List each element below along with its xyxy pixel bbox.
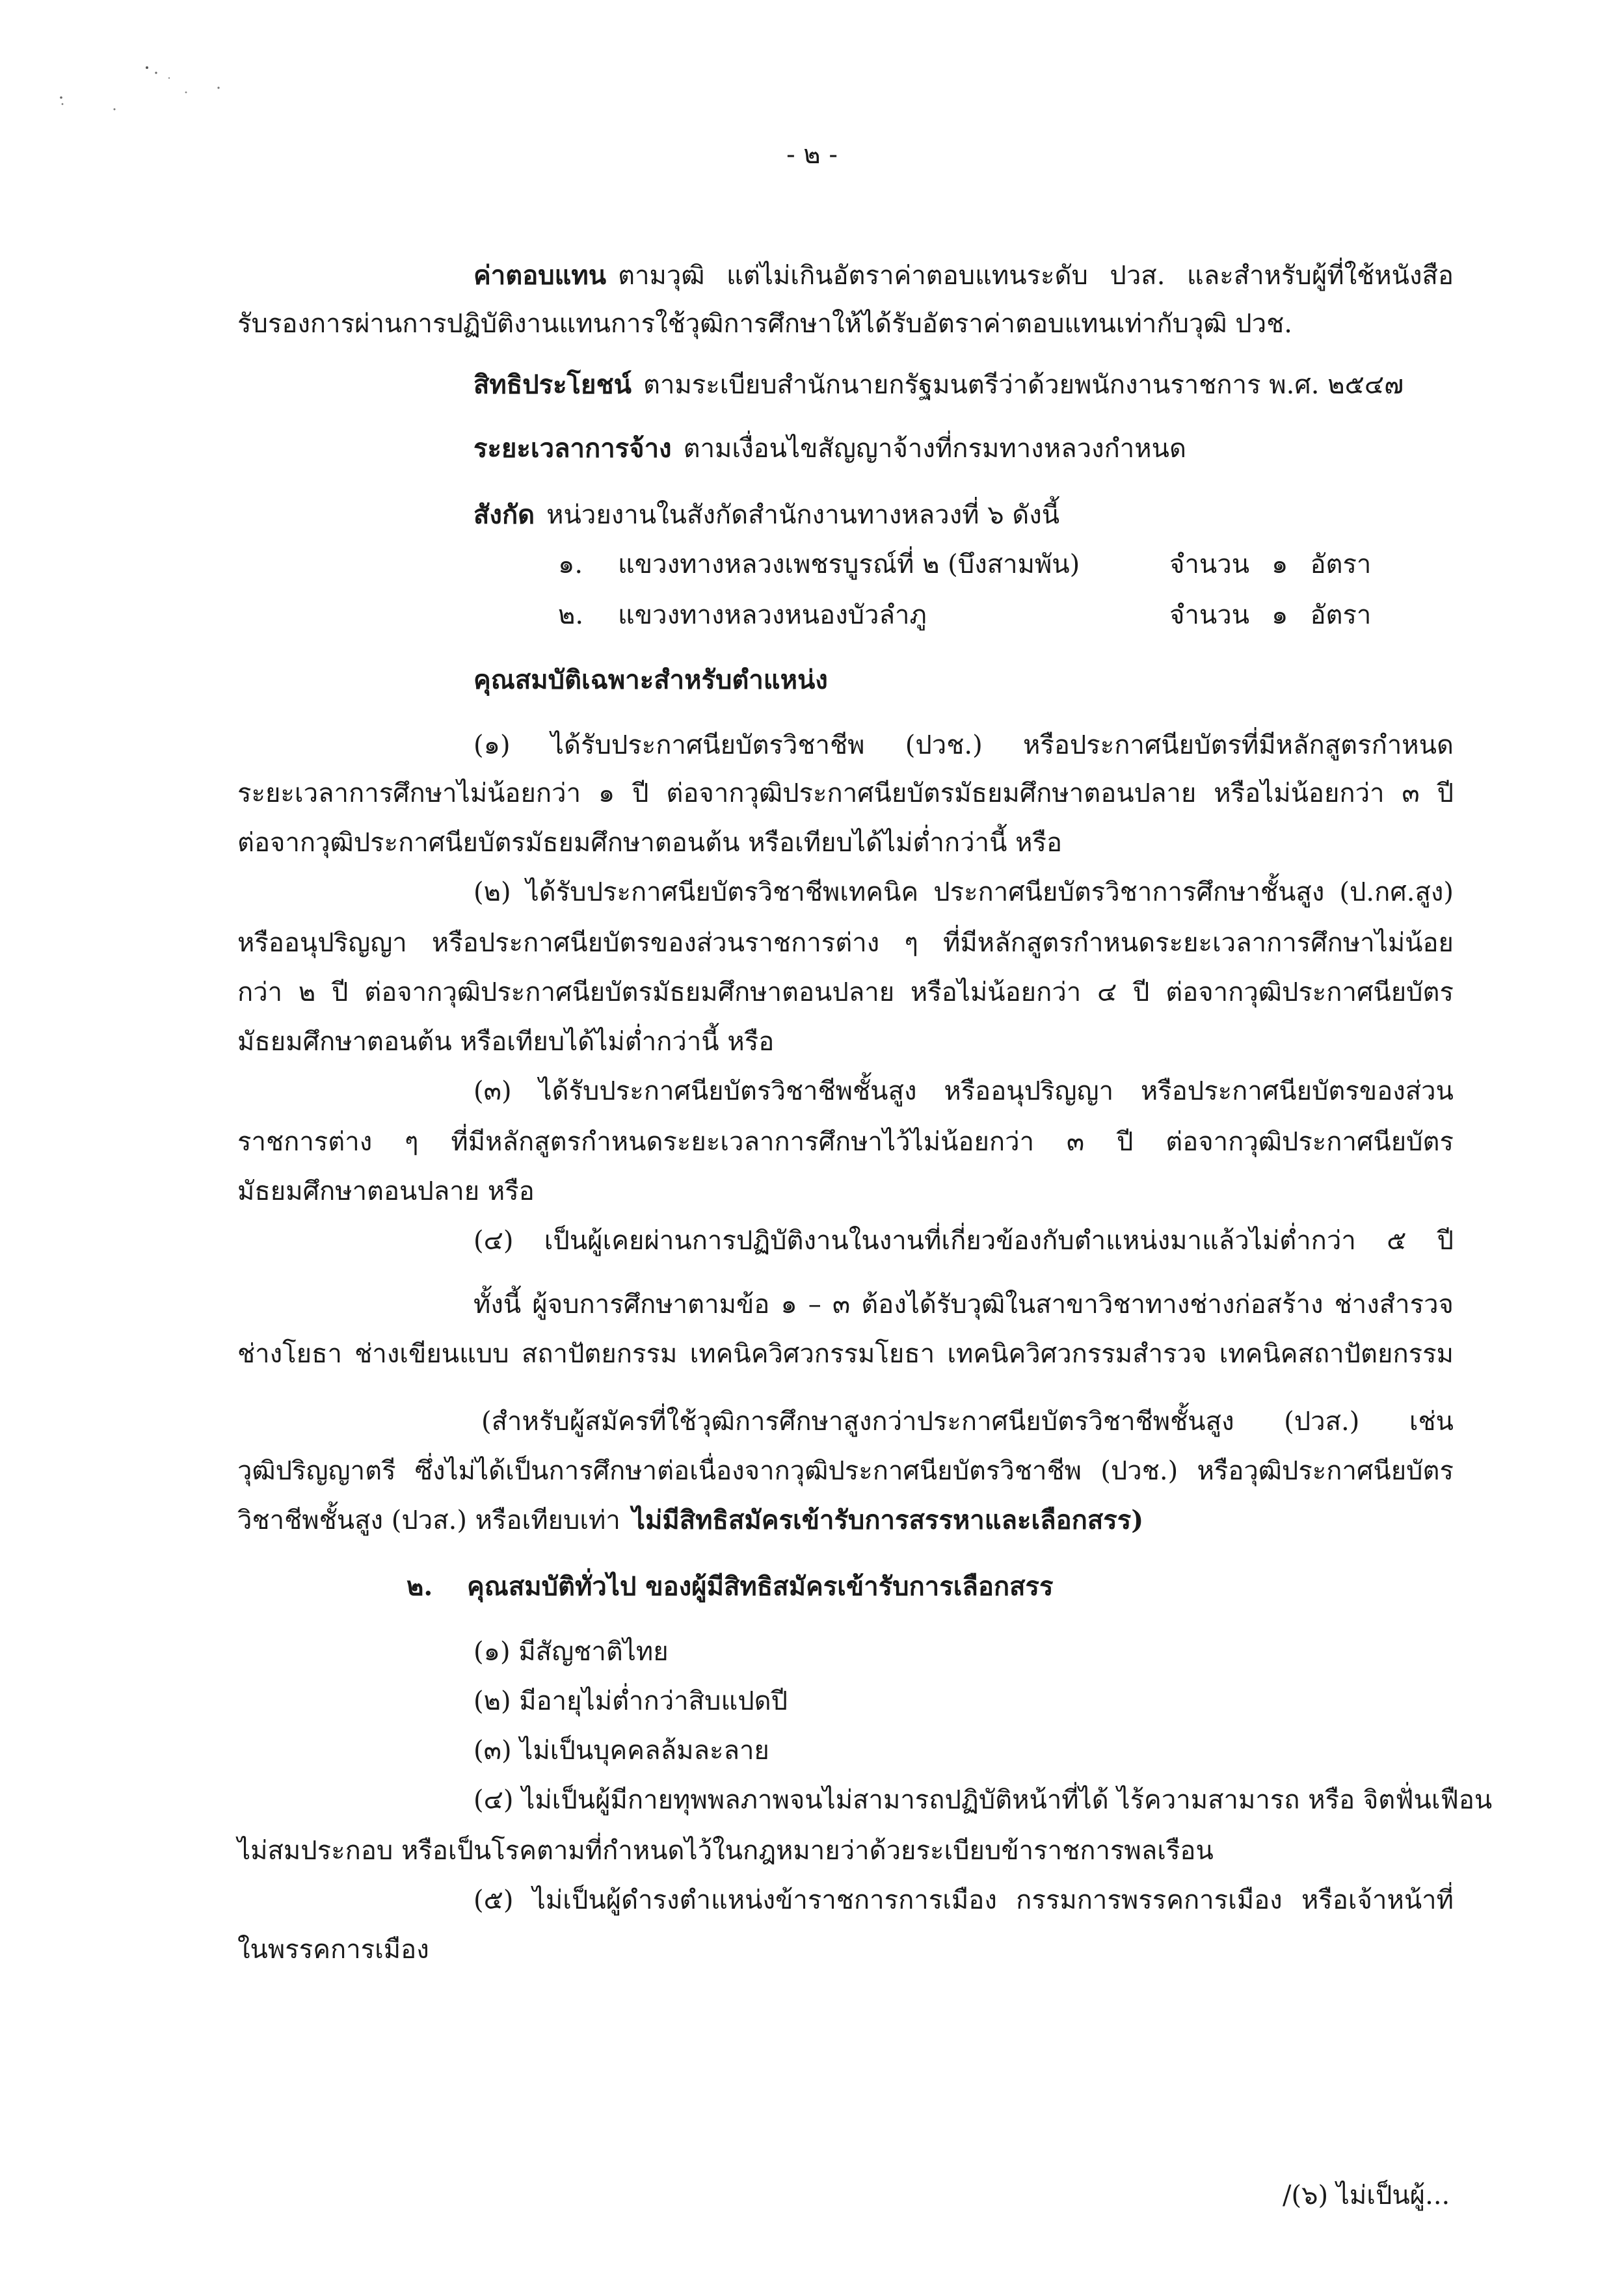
compensation-line-1 bbox=[473, 260, 1454, 291]
affiliation-unit-2-name: แขวงทางหลวงหนองบัวลำภู bbox=[618, 600, 927, 630]
general-qualification-5-line-1: (๕) ไม่เป็นผู้ดำรงตำแหน่งข้าราชการการเมือง กรรมการพรรคการเมือง หรือเจ้าหน้าที่ bbox=[473, 1885, 1454, 1915]
scan-specks bbox=[52, 59, 234, 117]
general-qualification-4-line-2: ไม่สมประกอบ หรือเป็นโรคตามที่กำหนดไว้ในกฎหมายว่าด้วยระเบียบข้าราชการพลเรือน bbox=[237, 1836, 1214, 1866]
count-unit: อัตรา bbox=[1310, 550, 1372, 579]
continuation-marker: /(๖) ไม่เป็นผู้... bbox=[1283, 2181, 1450, 2210]
exclusion-line-2: วุฒิปริญญาตรี ซึ่งไม่ได้เป็นการศึกษาต่อเนื่องจากวุฒิประกาศนียบัตรวิชาชีพ (ปวช.) หรือวุฒิประกาศนียบัตร bbox=[237, 1456, 1454, 1486]
exclusion-line-1: (สำหรับผู้สมัครที่ใช้วุฒิการศึกษาสูงกว่าประกาศนียบัตรวิชาชีพชั้นสูง (ปวส.) เช่น bbox=[481, 1407, 1454, 1437]
employment-period-text: ตามเงื่อนไขสัญญาจ้างที่กรมทางหลวงกำหนด bbox=[683, 434, 1186, 464]
general-qualification-2: (๒) มีอายุไม่ต่ำกว่าสิบแปดปี bbox=[473, 1686, 788, 1716]
qualification-2-line-4: มัธยมศึกษาตอนต้น หรือเทียบได้ไม่ต่ำกว่านี้ หรือ bbox=[237, 1027, 775, 1057]
qualification-4-line-1: (๔) เป็นผู้เคยผ่านการปฏิบัติงานในงานที่เกี่ยวข้องกับตำแหน่งมาแล้วไม่ต่ำกว่า ๕ ปี bbox=[473, 1226, 1454, 1256]
benefits-label: สิทธิประโยชน์ bbox=[473, 369, 632, 400]
qualification-1-line-1: (๑) ได้รับประกาศนียบัตรวิชาชีพ (ปวช.) หรือประกาศนียบัตรที่มีหลักสูตรกำหนด bbox=[473, 730, 1454, 760]
compensation-text-1: ตามวุฒิ แต่ไม่เกินอัตราค่าตอบแทนระดับ ปวส. และสำหรับผู้ที่ใช้หนังสือ bbox=[618, 261, 1454, 291]
qualification-1-line-3: ต่อจากวุฒิประกาศนียบัตรมัธยมศึกษาตอนต้น หรือเทียบได้ไม่ต่ำกว่านี้ หรือ bbox=[237, 828, 1063, 858]
count-label: จำนวน bbox=[1169, 550, 1250, 579]
qualification-3-line-1: (๓) ได้รับประกาศนียบัตรวิชาชีพชั้นสูง หรืออนุปริญญา หรือประกาศนียบัตรของส่วน bbox=[473, 1076, 1454, 1106]
qualification-3-line-3: มัธยมศึกษาตอนปลาย หรือ bbox=[237, 1176, 535, 1206]
count-value: ๑ bbox=[1271, 600, 1288, 630]
affiliation-line bbox=[473, 499, 1060, 530]
affiliation-unit-1-count bbox=[1169, 551, 1371, 577]
exclusion-bold: ไม่มีสิทธิสมัครเข้ารับการสรรหาและเลือกสรร) bbox=[632, 1505, 1144, 1535]
affiliation-label: สังกัด bbox=[473, 499, 535, 530]
employment-period-label: ระยะเวลาการจ้าง bbox=[473, 433, 672, 464]
count-label: จำนวน bbox=[1169, 600, 1250, 630]
qualification-2-line-3: กว่า ๒ ปี ต่อจากวุฒิประกาศนียบัตรมัธยมศึกษาตอนปลาย หรือไม่น้อยกว่า ๔ ปี ต่อจากวุฒิประกาศนียบัตร bbox=[237, 977, 1454, 1007]
general-qualification-1: (๑) มีสัญชาติไทย bbox=[473, 1637, 669, 1667]
qualification-2-line-2: หรืออนุปริญญา หรือประกาศนียบัตรของส่วนราชการต่าง ๆ ที่มีหลักสูตรกำหนดระยะเวลาการศึกษาไม่น้อย bbox=[237, 928, 1454, 958]
qualification-3-line-2: ราชการต่าง ๆ ที่มีหลักสูตรกำหนดระยะเวลาการศึกษาไว้ไม่น้อยกว่า ๓ ปี ต่อจากวุฒิประกาศนียบัตร bbox=[237, 1127, 1454, 1157]
exclusion-line-3 bbox=[237, 1507, 1143, 1533]
specific-qualifications-heading: คุณสมบัติเฉพาะสำหรับตำแหน่ง bbox=[473, 665, 828, 695]
general-qualification-3: (๓) ไม่เป็นบุคคลล้มละลาย bbox=[473, 1736, 769, 1766]
compensation-label: ค่าตอบแทน bbox=[473, 260, 607, 291]
page-number: - ๒ - bbox=[786, 140, 838, 170]
general-qualifications-number: ๒. bbox=[406, 1571, 433, 1602]
affiliation-unit-1-no: ๑. bbox=[558, 550, 583, 579]
count-value: ๑ bbox=[1271, 550, 1288, 579]
benefits-line bbox=[473, 369, 1404, 400]
affiliation-unit-1-name: แขวงทางหลวงเพชรบูรณ์ที่ ๒ (บึงสามพัน) bbox=[618, 550, 1080, 579]
affiliation-text: หน่วยงานในสังกัดสำนักงานทางหลวงที่ ๖ ดังนี้ bbox=[546, 500, 1060, 530]
compensation-line-2: รับรองการผ่านการปฏิบัติงานแทนการใช้วุฒิการศึกษาให้ได้รับอัตราค่าตอบแทนเท่ากับวุฒิ ปวช. bbox=[237, 309, 1293, 339]
exclusion-plain: วิชาชีพชั้นสูง (ปวส.) หรือเทียบเท่า bbox=[237, 1506, 620, 1535]
general-qualification-4-line-1: (๔) ไม่เป็นผู้มีกายทุพพลภาพจนไม่สามารถปฏิบัติหน้าที่ได้ ไร้ความสามารถ หรือ จิตฟั่นเฟือน bbox=[473, 1785, 1493, 1815]
general-qualifications-heading: คุณสมบัติทั่วไป ของผู้มีสิทธิสมัครเข้ารับการเลือกสรร bbox=[467, 1571, 1054, 1602]
affiliation-unit-2-count bbox=[1169, 602, 1371, 628]
qualification-1-line-2: ระยะเวลาการศึกษาไม่น้อยกว่า ๑ ปี ต่อจากวุฒิประกาศนียบัตรมัธยมศึกษาตอนปลาย หรือไม่น้อยกว่า ๓ ปี bbox=[237, 778, 1454, 808]
qualification-2-line-1: (๒) ได้รับประกาศนียบัตรวิชาชีพเทคนิค ประกาศนียบัตรวิชาการศึกษาชั้นสูง (ป.กศ.สูง) bbox=[473, 877, 1454, 907]
qualification-note-line-1: ทั้งนี้ ผู้จบการศึกษาตามข้อ ๑ – ๓ ต้องได้รับวุฒิในสาขาวิชาทางช่างก่อสร้าง ช่างสำรวจ bbox=[473, 1290, 1454, 1320]
affiliation-unit-2-no: ๒. bbox=[558, 600, 584, 630]
general-qualification-5-line-2: ในพรรคการเมือง bbox=[237, 1935, 429, 1965]
employment-period-line bbox=[473, 433, 1186, 464]
benefits-text: ตามระเบียบสำนักนายกรัฐมนตรีว่าด้วยพนักงานราชการ พ.ศ. ๒๕๔๗ bbox=[643, 370, 1404, 400]
qualification-note-line-2: ช่างโยธา ช่างเขียนแบบ สถาปัตยกรรม เทคนิควิศวกรรมโยธา เทคนิควิศวกรรมสำรวจ เทคนิคสถาปัตยกรรม bbox=[237, 1339, 1454, 1369]
count-unit: อัตรา bbox=[1310, 600, 1372, 630]
